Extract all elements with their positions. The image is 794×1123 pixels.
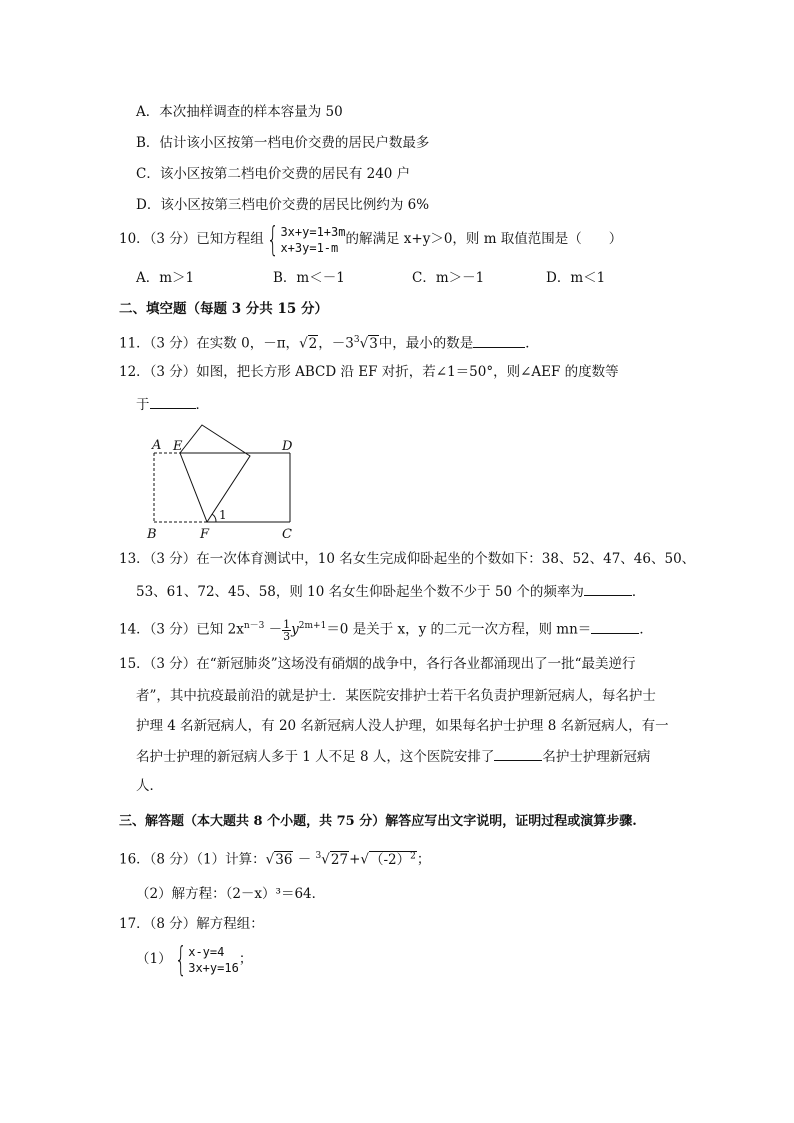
- q17-eq1: x-y=4: [188, 944, 225, 959]
- q10-eq1: 3x+y=1+3m: [280, 224, 346, 239]
- q17-part1: [136, 940, 252, 978]
- q16-part2: （2）解方程：（2－x）³＝64．: [136, 886, 326, 902]
- q15-line4-prefix: 名护士护理的新冠病人多于 1 人不足 8 人，这个医院安排了: [136, 749, 495, 765]
- q13-answer-blank: [584, 581, 632, 596]
- q16-plus: +: [349, 851, 361, 868]
- brace-glyph: {: [266, 219, 279, 260]
- q16-radicand-27: 27: [330, 851, 349, 868]
- q15-line4-suffix: 名护士护理新冠病: [542, 749, 651, 765]
- q17-label: （1）: [136, 951, 172, 967]
- q14-minus: －: [264, 621, 283, 638]
- q17-eq2: 3x+y=16: [188, 960, 239, 975]
- q17-title: 17．（8 分）解方程组：: [119, 916, 264, 932]
- q10-prefix: 10．（3 分）已知方程组: [119, 231, 264, 247]
- q12-line1: 12．（3 分）如图，把长方形 ABCD 沿 EF 对折，若∠1＝50°，则∠AEF 的度数等: [119, 364, 619, 380]
- sqrt-glyph: √: [360, 851, 369, 868]
- q16-radicand-base: （-2）: [370, 851, 411, 868]
- q11-answer-blank: [473, 333, 525, 348]
- q12-line2: [136, 394, 209, 415]
- q17-end: ；: [238, 951, 253, 967]
- q10-stem: [119, 219, 623, 260]
- angle-1-arc: [212, 514, 216, 522]
- q15-line1: 15．（3 分）在“新冠肺炎”这场没有硝烟的战争中，各行各业都涌现出了一批“最美逆行: [119, 656, 636, 672]
- q11-cube-radicand: 3: [369, 335, 378, 352]
- label-e: E: [173, 439, 183, 454]
- brace-glyph: {: [174, 939, 187, 980]
- sqrt-glyph: √: [299, 335, 308, 352]
- q12-line2-prefix: 于: [136, 397, 150, 413]
- q10-option-a: A．m＞1: [136, 270, 195, 286]
- q13-line2-prefix: 53、61、72、45、58，则 10 名女生仰卧起坐个数不少于 50 个的频率为: [136, 584, 584, 600]
- q16-radicand-neg2: [369, 851, 417, 868]
- q14-frac-num: 1: [283, 617, 291, 631]
- folded-flap: [180, 425, 250, 522]
- label-d: D: [282, 439, 293, 454]
- q14-exponent-2: 2m+1: [298, 621, 327, 631]
- q15-line2: 者”，其中抗疫最前沿的就是护士．某医院安排护士若干名负责护理新冠病人，每名护士: [136, 688, 656, 704]
- q12-answer-blank: [150, 394, 196, 409]
- q14-fraction: [282, 619, 291, 642]
- q11-suffix: 中，最小的数是: [378, 335, 474, 352]
- q16-cube-index: 3: [315, 851, 322, 861]
- q11-end: ．: [525, 335, 539, 352]
- q10-system: [280, 224, 345, 256]
- q15-line5: 人．: [136, 778, 163, 794]
- q9-option-d: D．该小区按第三档电价交费的居民比例约为 6%: [136, 197, 430, 213]
- q14-stem: [119, 612, 653, 644]
- q9-option-a: A．本次抽样调查的样本容量为 50: [136, 104, 343, 120]
- sqrt-glyph: √: [321, 851, 330, 868]
- q16-end: ；: [416, 851, 431, 868]
- section2-title: 二、填空题（每题 3 分共 15 分）: [119, 301, 328, 317]
- label-angle-1: 1: [219, 508, 227, 522]
- q14-exponent-1: n－3: [243, 621, 265, 631]
- q14-suffix: ＝0 是关于 x，y 的二元一次方程，则 mn＝: [326, 621, 592, 638]
- q10-option-d: D．m＜1: [546, 270, 606, 286]
- q11-stem: [119, 330, 539, 354]
- q14-frac-den: 3: [283, 629, 291, 643]
- q16-radicand-36: 36: [275, 851, 293, 868]
- section3-title: 三、解答题（本大题共 8 个小题，共 75 分）解答应写出文字说明，证明过程或演算步骤.: [119, 814, 637, 829]
- q13-line2-end: ．: [631, 584, 646, 600]
- q16-prefix: 16．（8 分）（1）计算：: [119, 851, 266, 868]
- q9-option-c: C．该小区按第二档电价交费的居民有 240 户: [136, 166, 411, 182]
- q12-figure: [140, 418, 310, 546]
- q10-option-c: C．m＞－1: [412, 270, 485, 286]
- q16-minus: －: [293, 851, 316, 868]
- q11-mid: ，－3: [318, 335, 354, 352]
- q11-prefix: 11．（3 分）在实数 0，－π，: [119, 335, 300, 352]
- fold-line-ef: [180, 453, 207, 522]
- q14-prefix: 14．（3 分）已知 2x: [119, 621, 244, 638]
- sqrt-glyph: √: [265, 851, 275, 868]
- sqrt-glyph: √: [359, 335, 369, 352]
- q12-line2-end: ．: [195, 397, 209, 413]
- q16-part1: [119, 842, 430, 874]
- q10-option-b: B．m＜－1: [273, 270, 345, 286]
- q15-line4: [136, 746, 650, 767]
- q13-line1: 13．（3 分）在一次体育测试中，10 名女生完成仰卧起坐的个数如下：38、52、47、46、50、: [119, 551, 696, 567]
- q14-y: y: [291, 621, 299, 638]
- q13-line2: [136, 581, 645, 602]
- label-b: B: [147, 527, 157, 542]
- q14-answer-blank: [591, 619, 639, 634]
- q15-answer-blank: [494, 746, 542, 761]
- q17-system: [188, 944, 239, 976]
- q10-middle: 的解满足 x+y＞0，则 m 取值范围是（ ）: [345, 231, 623, 247]
- q10-eq2: x+3y=1-m: [280, 240, 339, 255]
- q16-radicand-exp: 2: [410, 851, 416, 861]
- label-f: F: [200, 527, 210, 542]
- q15-line3: 护理 4 名新冠病人，有 20 名新冠病人没人护理，如果每名护士护理 8 名新冠病人，有一: [136, 718, 669, 734]
- q11-cube-index: 3: [353, 335, 360, 345]
- q14-end: ．: [639, 621, 653, 638]
- q9-option-b: B．估计该小区按第一档电价交费的居民户数最多: [136, 135, 430, 151]
- q11-sqrt2: 2: [308, 335, 318, 352]
- label-c: C: [282, 527, 292, 542]
- label-a: A: [152, 438, 162, 453]
